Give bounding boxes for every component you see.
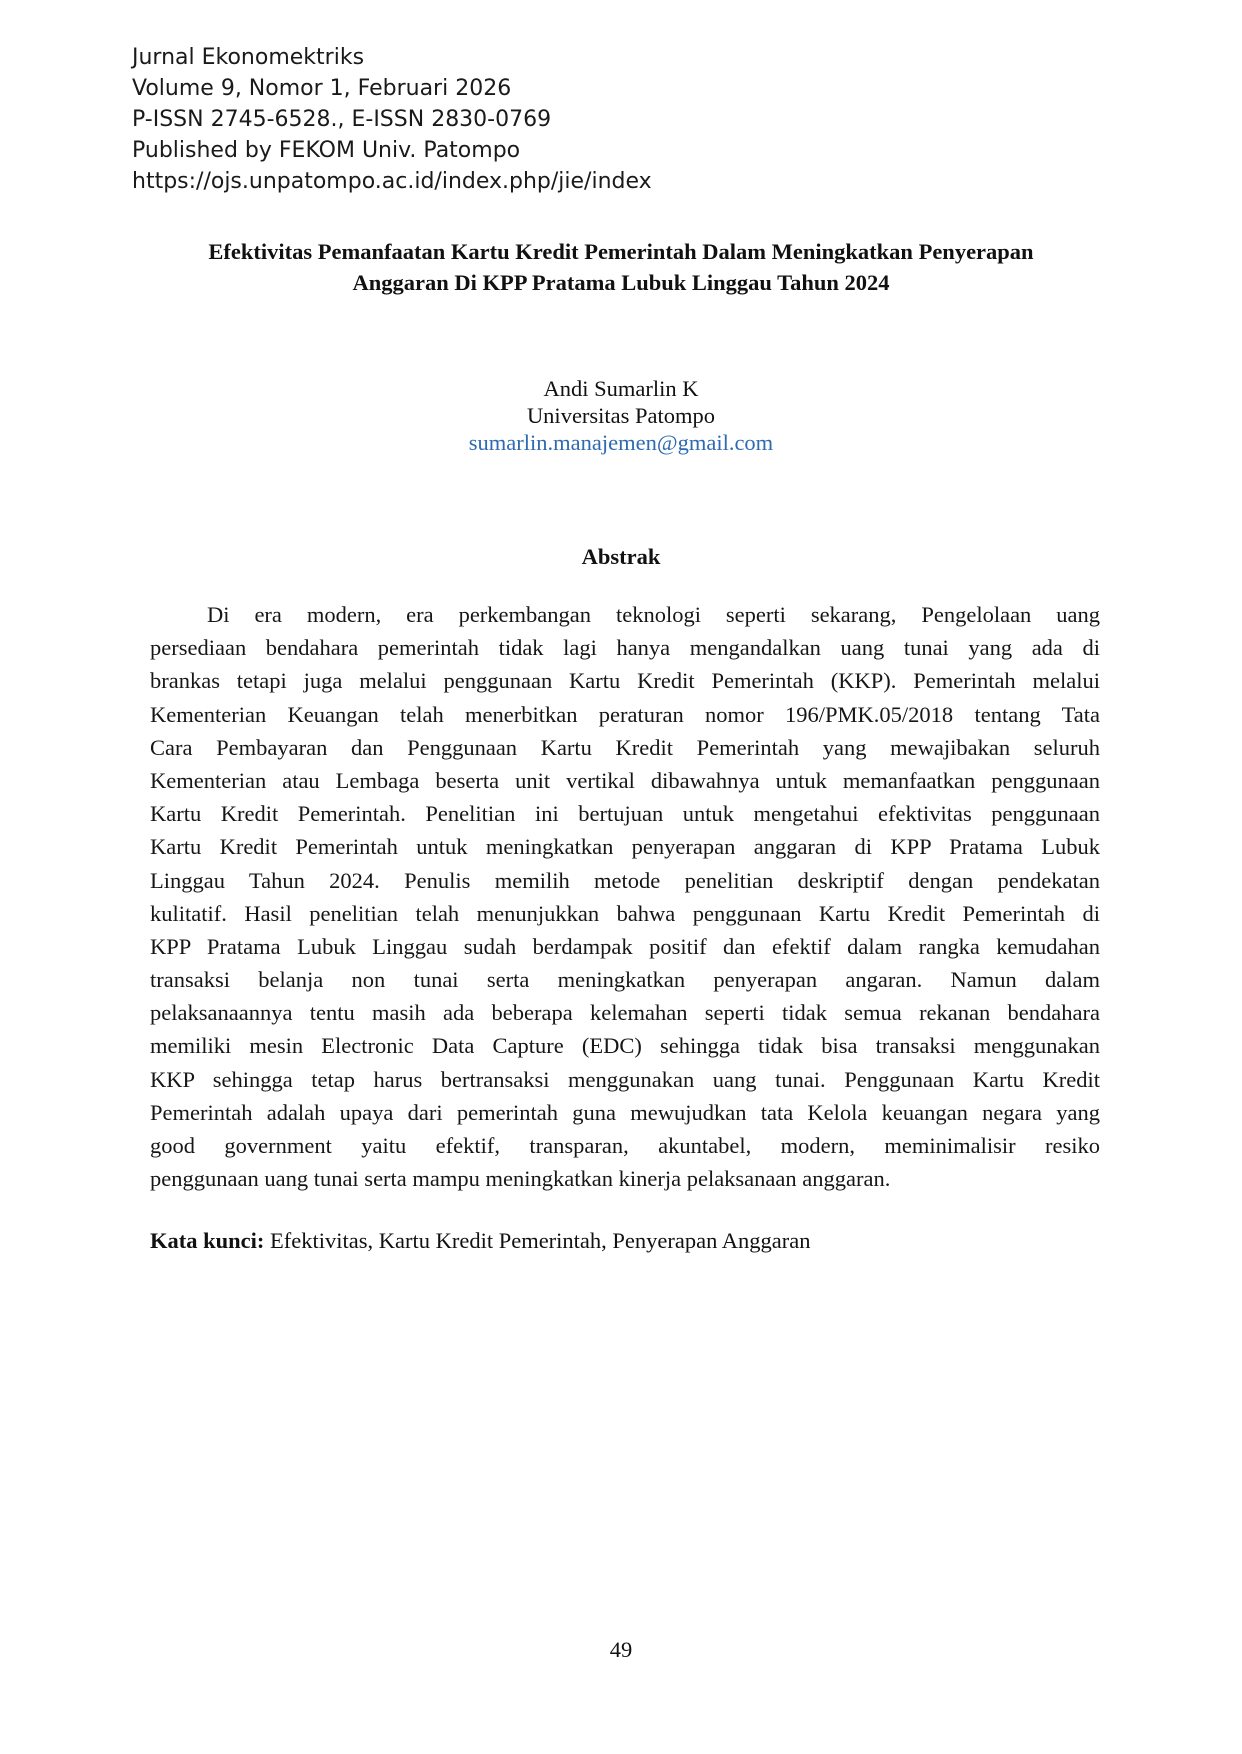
author-name: Andi Sumarlin K: [543, 376, 699, 401]
abstract-line: Kartu Kredit Pemerintah. Penelitian ini bertujuan untuk mengetahui efektivitas penggunaan: [150, 801, 1100, 827]
journal-url: https://ojs.unpatompo.ac.id/index.php/jie/index: [132, 169, 652, 194]
abstract-line: Kartu Kredit Pemerintah untuk meningkatkan penyerapan anggaran di KPP Pratama Lubuk: [150, 834, 1100, 860]
keywords-value: Efektivitas, Kartu Kredit Pemerintah, Penyerapan Anggaran: [270, 1228, 811, 1253]
journal-issn: P-ISSN 2745-6528., E-ISSN 2830-0769: [132, 107, 552, 132]
abstract-line: persediaan bendahara pemerintah tidak lagi hanya mengandalkan uang tunai yang ada di: [150, 635, 1100, 661]
abstract-line: Pemerintah adalah upaya dari pemerintah guna mewujudkan tata Kelola keuangan negara yang: [150, 1099, 1100, 1125]
abstract-line: penggunaan uang tunai serta mampu meningkatkan kinerja pelaksanaan anggaran.: [150, 1166, 891, 1192]
abstract-line: Di era modern, era perkembangan teknologi seperti sekarang, Pengelolaan uang: [207, 602, 1100, 627]
abstract-line: Kementerian Keuangan telah menerbitkan peraturan nomor 196/PMK.05/2018 tentang Tata: [150, 701, 1100, 727]
author-email[interactable]: sumarlin.manajemen@gmail.com: [468, 430, 774, 455]
abstract-line: transaksi belanja non tunai serta meningkatkan penyerapan angaran. Namun dalam: [150, 967, 1100, 993]
journal-header: [132, 42, 652, 197]
page-number: 49: [609, 1637, 633, 1662]
keywords: [150, 1225, 810, 1256]
abstract-heading: Abstrak: [581, 544, 661, 569]
paper-title: [140, 236, 1102, 298]
abstract-line: kulitatif. Hasil penelitian telah menunjukkan bahwa penggunaan Kartu Kredit Pemerintah di: [150, 900, 1100, 926]
author-block: [140, 375, 1102, 456]
abstract-line: Cara Pembayaran dan Penggunaan Kartu Kredit Pemerintah yang mewajibakan seluruh: [150, 734, 1100, 760]
abstract-body: [150, 598, 1100, 1195]
keywords-label: Kata kunci:: [150, 1228, 265, 1253]
paper-title-line: Anggaran Di KPP Pratama Lubuk Linggau Tahun 2024: [352, 270, 890, 295]
journal-publisher: Published by FEKOM Univ. Patompo: [132, 138, 521, 163]
journal-name: Jurnal Ekonomektriks: [132, 45, 365, 70]
journal-volume: Volume 9, Nomor 1, Februari 2026: [132, 76, 512, 101]
abstract-line: KKP sehingga tetap harus bertransaksi menggunakan uang tunai. Penggunaan Kartu Kredit: [150, 1066, 1100, 1092]
abstract-line: good government yaitu efektif, transparan, akuntabel, modern, meminimalisir resiko: [150, 1133, 1100, 1158]
abstract-line: brankas tetapi juga melalui penggunaan Kartu Kredit Pemerintah (KKP). Pemerintah melalui: [150, 668, 1100, 694]
paper-title-line: Efektivitas Pemanfaatan Kartu Kredit Pemerintah Dalam Meningkatkan Penyerapan: [208, 239, 1034, 264]
abstract-line: pelaksanaannya tentu masih ada beberapa kelemahan seperti tidak semua rekanan bendahara: [150, 1000, 1100, 1026]
abstract-line: KPP Pratama Lubuk Linggau sudah berdampak positif dan efektif dalam rangka kemudahan: [150, 933, 1100, 959]
abstract-line: memiliki mesin Electronic Data Capture (EDC) sehingga tidak bisa transaksi menggunakan: [150, 1033, 1100, 1059]
abstract-line: Linggau Tahun 2024. Penulis memilih metode penelitian deskriptif dengan pendekatan: [150, 867, 1100, 893]
abstract-line: Kementerian atau Lembaga beserta unit vertikal dibawahnya untuk memanfaatkan penggunaan: [150, 767, 1100, 793]
author-affiliation: Universitas Patompo: [526, 403, 716, 428]
